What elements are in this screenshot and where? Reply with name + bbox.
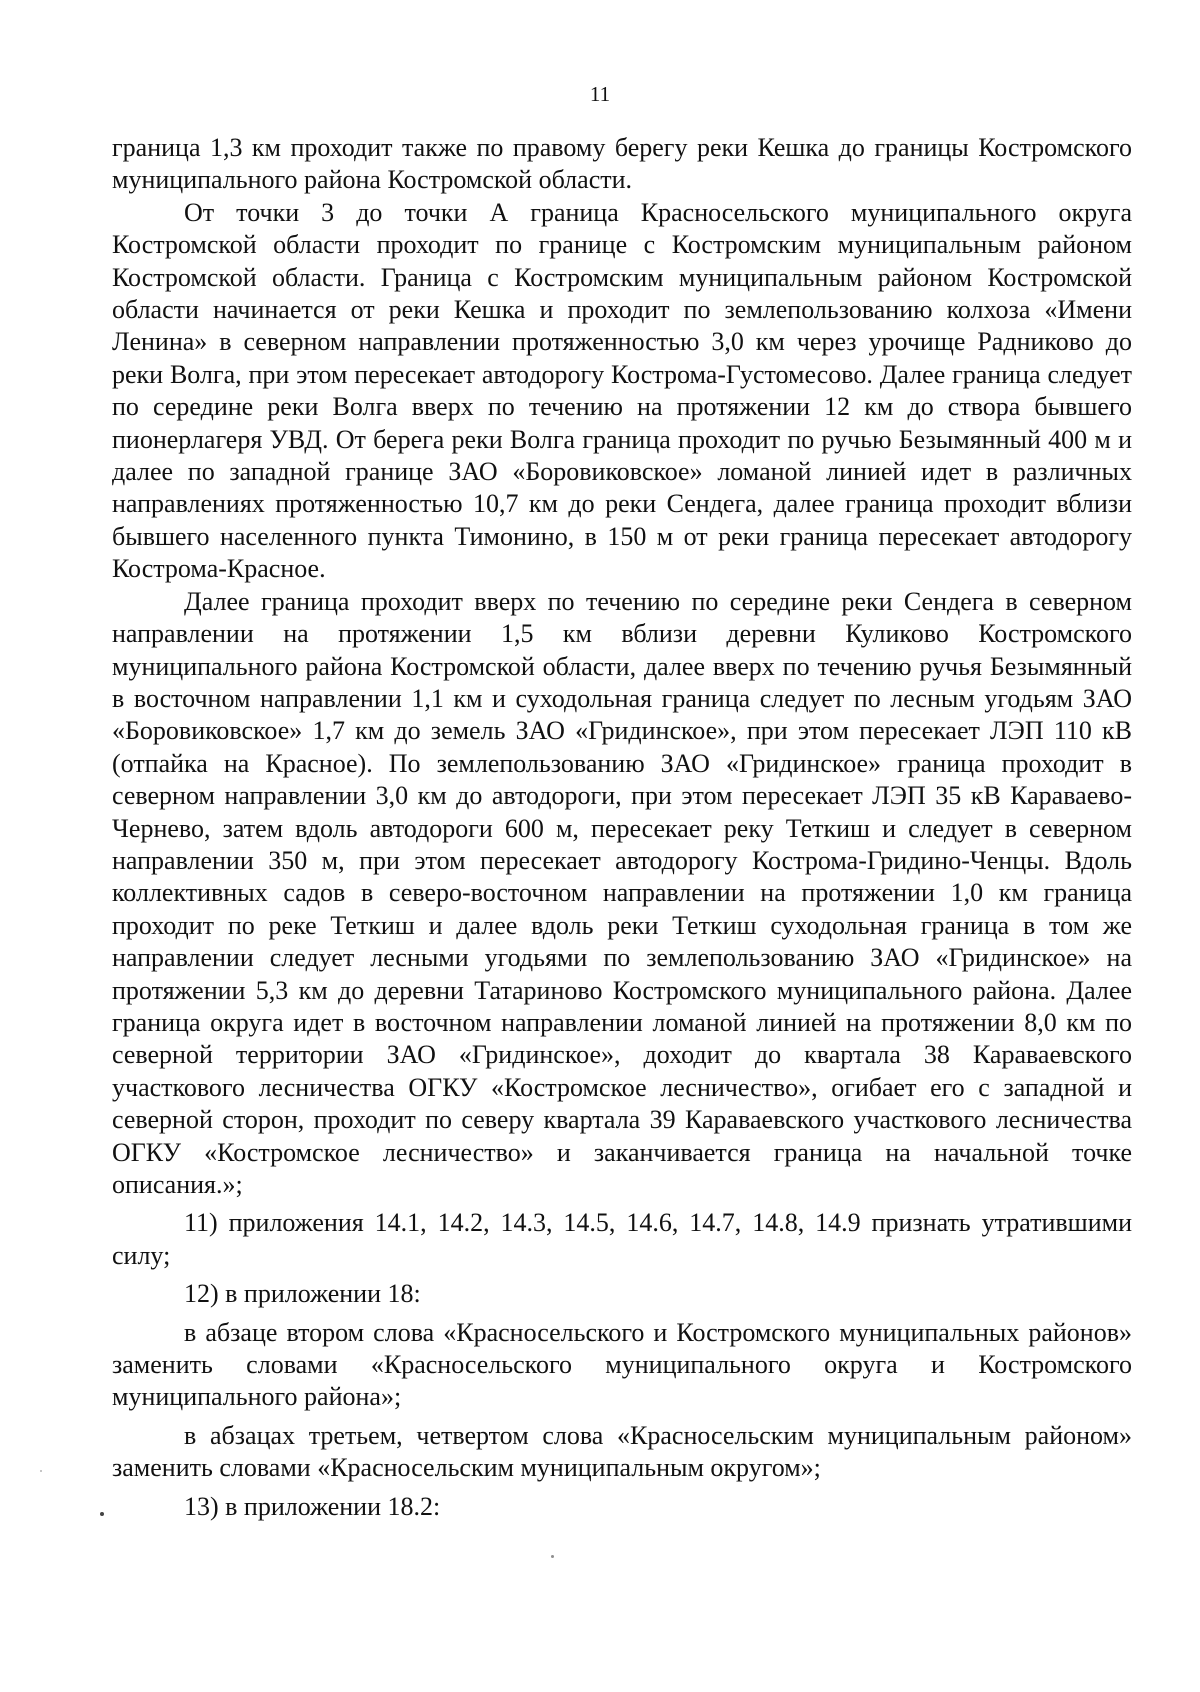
paragraph-item-13: 13) в приложении 18.2:: [184, 1491, 441, 1521]
paragraph-item-11: 11) приложения 14.1, 14.2, 14.3, 14.5, 14.6, 14.7, 14.8, 14.9 признать утратившими силу;: [112, 1208, 1132, 1270]
paragraph-sendega: Далее граница проходит вверх по течению по середине реки Сендега в северном направлении на протяжении 1,5 км вблизи деревни Куликово Костромского муниципального района Костромской области, далее вверх по течению ручья Безымянный в восточном направлении 1,1 км и суходольная граница следует по лесным угодьям ЗАО «Боровиковское» 1,7 км до земель ЗАО «Гридинское», при этом пересекает ЛЭП 110 кВ (отпайка на Красное). По землепользованию ЗАО «Гридинское» граница проходит в северном направлении 3,0 км до автодороги, при этом пересекает ЛЭП 35 кВ Караваево-Чернево, затем вдоль автодороги 600 м, пересекает реку Теткиш и следует в северном направлении 350 м, при этом пересекает автодорогу Кострома-Гридино-Ченцы. Вдоль коллективных садов в северо-восточном направлении на протяжении 1,0 км граница проходит по реке Теткиш и далее вдоль реки Теткиш суходольная граница в том же направлении следует лесными угодьями по землепользованию ЗАО «Гридинское» на протяжении 5,3 км до деревни Татариново Костромского муниципального района. Далее граница округа идет в восточном направлении ломаной линией на протяжении 8,0 км по северной территории ЗАО «Гридинское», доходит до квартала 38 Караваевского участкового лесничества ОГКУ «Костромское лесничество», огибает его с западной и северной сторон, проходит по северу квартала 39 Караваевского участкового лесничества ОГКУ «Костромское лесничество» и заканчивается граница на начальной точке описания.»;: [112, 586, 1132, 1199]
paragraph-continuation: граница 1,3 км проходит также по правому берегу реки Кешка до границы Костромского муниципального района Костромской области.: [112, 133, 1132, 195]
scan-speck: [40, 1470, 42, 1472]
document-body: [112, 132, 1132, 1523]
scan-speck: [100, 1512, 104, 1516]
paragraph-item-12: 12) в приложении 18:: [184, 1279, 421, 1309]
page-number: 11: [589, 82, 611, 106]
paragraph-abzac-third-fourth: в абзацах третьем, четвертом слова «Красносельским муниципальным районом» заменить словами «Красносельским муниципальным округом»;: [112, 1420, 1132, 1483]
scan-speck: [551, 1555, 554, 1558]
paragraph-abzac-second: в абзаце втором слова «Красносельского и Костромского муниципальных районов» заменить словами «Красносельского муниципального округа и Костромского муниципального района»;: [112, 1317, 1132, 1412]
paragraph-point-3-to-a: От точки 3 до точки А граница Красносельского муниципального округа Костромской области проходит по границе с Костромским муниципальным районом Костромской области. Граница с Костромским муниципальным районом Костромской области начинается от реки Кешка и проходит по землепользованию колхоза «Имени Ленина» в северном направлении протяженностью 3,0 км через урочище Радниково до реки Волга, при этом пересекает автодорогу Кострома-Густомесово. Далее граница следует по середине реки Волга вверх по течению на протяжении 12 км до створа бывшего пионерлагеря УВД. От берега реки Волга граница проходит по ручью Безымянный 400 м и далее по западной границе ЗАО «Боровиковское» ломаной линией идет в различных направлениях протяженностью 10,7 км до реки Сендега, далее граница проходит вблизи бывшего населенного пункта Тимонино, в 150 м от реки граница пересекает автодорогу Кострома-Красное.: [112, 197, 1132, 584]
